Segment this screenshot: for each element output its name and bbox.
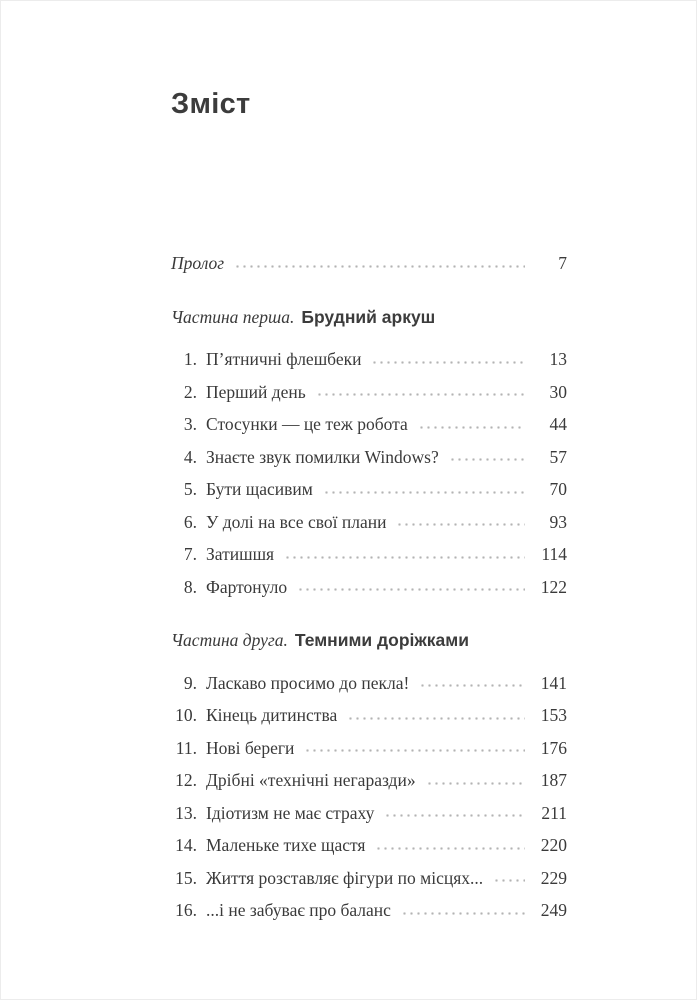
entry-page-number: 176: [540, 737, 567, 758]
entry-label: Дрібні «технічні негаразди»: [206, 770, 416, 790]
toc-list: [171, 247, 567, 927]
page-title: Зміст: [171, 88, 251, 120]
entry-page-number: 187: [540, 770, 567, 790]
toc-entry: [171, 764, 567, 797]
dotted-leader: [375, 847, 525, 850]
dotted-leader: [347, 717, 525, 720]
dotted-leader: [323, 491, 525, 494]
toc-entry: [171, 408, 567, 441]
entry-label: Ідіотизм не має страху: [206, 802, 375, 823]
section-heading: [171, 301, 567, 334]
toc-entry: [171, 343, 567, 376]
entry-page-number: 211: [541, 802, 567, 823]
entry-page-number: 13: [549, 349, 567, 369]
entry-number: 11.: [175, 737, 197, 758]
entry-number: 10.: [175, 705, 197, 725]
toc-entry: [171, 862, 567, 895]
toc-entry: [171, 538, 567, 571]
toc-entry: [171, 473, 567, 506]
entry-page-number: 70: [549, 479, 567, 499]
toc-entry: [171, 667, 567, 700]
entry-number: 8.: [183, 576, 197, 597]
toc-entry: [171, 829, 567, 862]
dotted-leader: [304, 749, 525, 752]
entry-number: 9.: [183, 672, 197, 693]
entry-label: Життя розставляє фігури по місцях...: [206, 867, 484, 888]
entry-number: 7.: [183, 544, 197, 564]
dotted-leader: [426, 782, 525, 785]
entry-label: Знаєте звук помилки Windows?: [206, 446, 439, 467]
entry-number: 15.: [175, 867, 197, 888]
entry-page-number: 249: [540, 900, 567, 920]
toc-entry: [171, 571, 567, 604]
entry-number: 13.: [175, 802, 197, 823]
entry-page-number: 57: [549, 446, 567, 467]
toc-entry: [171, 506, 567, 539]
toc-entry: [171, 376, 567, 409]
entry-number: 12.: [175, 770, 197, 790]
entry-page-number: 141: [540, 672, 567, 693]
entry-label: У долі на все свої плани: [206, 511, 387, 532]
entry-label: Нові береги: [206, 737, 295, 758]
section-heading: [171, 624, 567, 657]
dotted-leader: [418, 426, 525, 429]
dotted-leader: [419, 684, 525, 687]
entry-number: 6.: [183, 511, 197, 532]
entry-label: Кінець дитинства: [206, 705, 338, 725]
entry-page-number: 122: [540, 576, 567, 597]
entry-label: Ласкаво просимо до пекла!: [206, 672, 410, 693]
dotted-leader: [493, 879, 525, 882]
entry-number: 1.: [183, 349, 197, 369]
entry-number: 16.: [175, 900, 197, 920]
page-content: [171, 87, 567, 927]
entry-label: Фартонуло: [206, 576, 288, 597]
entry-number: 4.: [183, 446, 197, 467]
entry-label: Бути щасивим: [206, 479, 313, 499]
dotted-leader: [316, 393, 525, 396]
entry-number: 5.: [183, 479, 197, 499]
entry-page-number: 220: [540, 835, 567, 855]
dotted-leader: [284, 556, 525, 559]
entry-label: Пролог: [171, 253, 225, 273]
entry-page-number: 114: [541, 544, 567, 564]
entry-page-number: 229: [540, 867, 567, 888]
entry-page-number: 30: [549, 381, 567, 402]
section-heading-part-italic: Частина друга.: [171, 630, 288, 650]
section-heading-part-bold: Темними доріжками: [294, 630, 469, 650]
entry-label: Затишшя: [206, 544, 275, 564]
dotted-leader: [449, 458, 525, 461]
section-heading-part-bold: Брудний аркуш: [301, 306, 436, 327]
dotted-leader: [401, 912, 525, 915]
toc-prologue: [171, 247, 567, 280]
toc-entry: [171, 441, 567, 474]
entry-page-number: 7: [558, 253, 567, 273]
entry-page-number: 153: [540, 705, 567, 725]
dotted-leader: [396, 523, 525, 526]
entry-label: ...і не забуває про баланс: [206, 900, 391, 920]
entry-label: Перший день: [206, 381, 306, 402]
dotted-leader: [384, 814, 525, 817]
toc-entry: [171, 699, 567, 732]
entry-number: 3.: [183, 414, 197, 434]
toc-entry: [171, 732, 567, 765]
dotted-leader: [371, 361, 525, 364]
entry-page-number: 44: [549, 414, 567, 434]
entry-label: Маленьке тихе щастя: [206, 835, 366, 855]
entry-number: 2.: [183, 381, 197, 402]
entry-number: 14.: [175, 835, 197, 855]
dotted-leader: [297, 588, 525, 591]
section-heading-part-italic: Частина перша.: [171, 306, 295, 327]
toc-entry: [171, 797, 567, 830]
entry-label: Стосунки — це теж робота: [206, 414, 408, 434]
entry-label: П’ятничні флешбеки: [206, 349, 362, 369]
toc-entry: [171, 894, 567, 927]
entry-page-number: 93: [549, 511, 567, 532]
dotted-leader: [234, 265, 525, 268]
